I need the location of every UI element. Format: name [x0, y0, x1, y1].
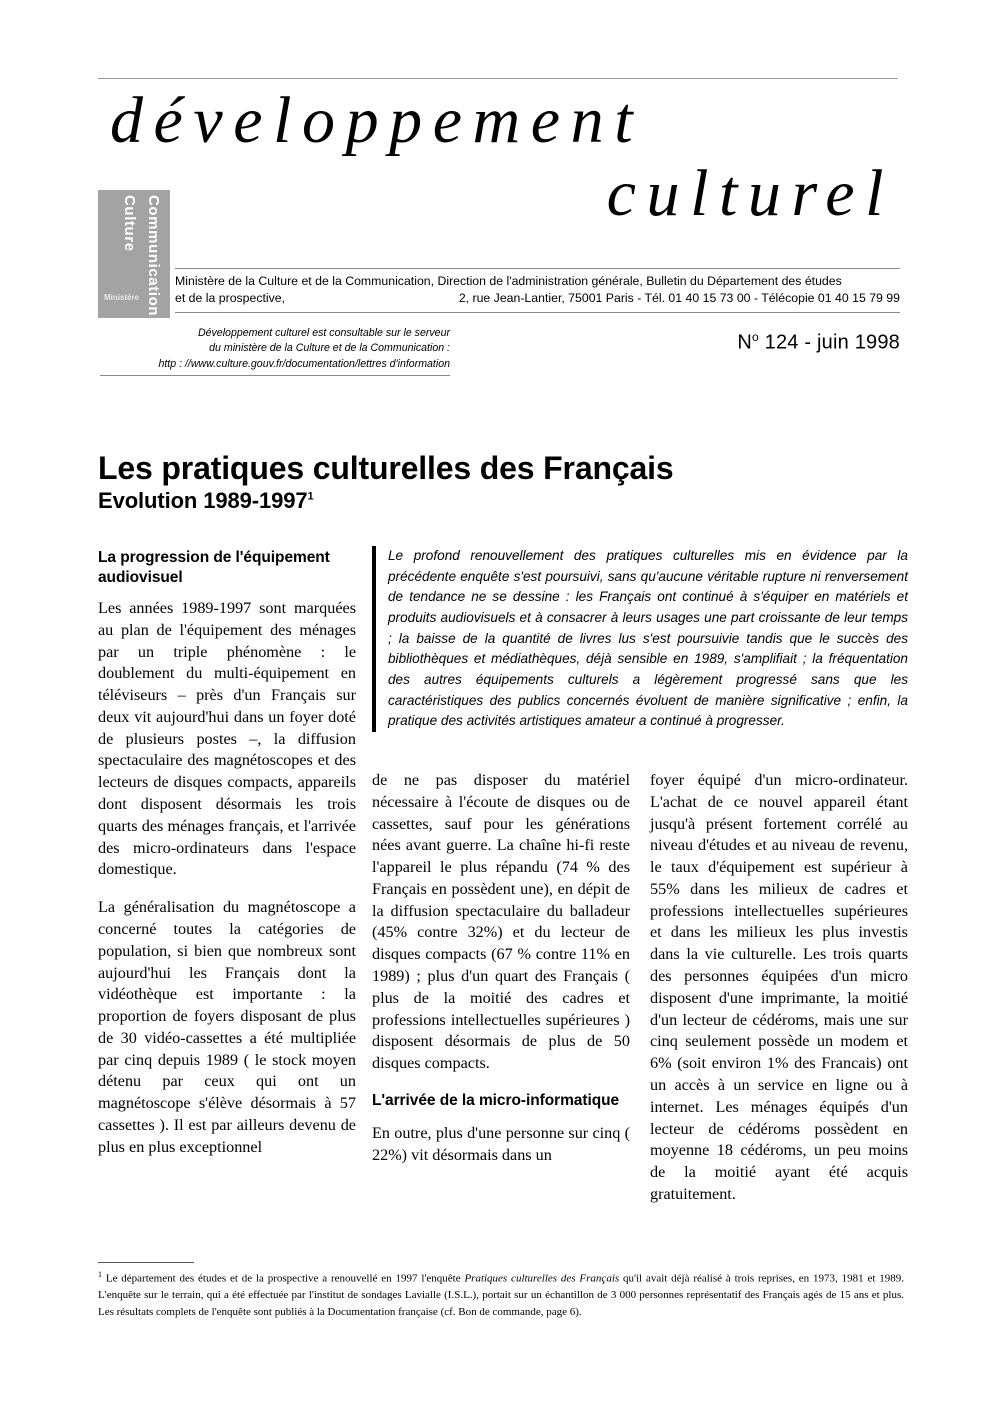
contact-line-2-left: et de la prospective,: [175, 291, 286, 306]
issue-prefix: N: [737, 331, 753, 354]
contact-line-1: Ministère de la Culture et de la Communication, Direction de l'administration générale, Bulletin du Département des études: [175, 274, 842, 288]
page-subtitle-text: Evolution 1989-1997: [98, 488, 308, 514]
footnote-part-1: Le département des études et de la prospective a renouvellé en 1997 l'enquête: [102, 1272, 465, 1285]
footnote-italic-title: Pratiques culturelles des Français: [464, 1272, 620, 1285]
footnote-text: [98, 1269, 904, 1320]
abstract-box: [372, 546, 908, 732]
column-1-body: [98, 598, 356, 1175]
paragraph: En outre, plus d'une personne sur cinq ( 22%) vit désormais dans un: [372, 1123, 630, 1164]
server-note: [100, 326, 450, 376]
masthead: [98, 78, 898, 230]
page-title: Les pratiques culturelles des Français: [98, 450, 674, 487]
issue-number: [737, 330, 900, 355]
contact-line-2: [175, 290, 900, 307]
server-note-line-2: du ministère de la Culture et de la Communication :: [209, 342, 450, 355]
masthead-contact: [175, 268, 900, 317]
abstract-text: Le profond renouvellement des pratiques culturelles mis en évidence par la précédente enquête s'est poursuivi, sans qu'aucune véritable rupture ni renversement de tendance ne se dessine : les Français ont continué à s'équiper en matériels et produits audiovisuels et à consacrer à leurs usages une part croissante de leur temps ; la baisse de la quantité de livres lus s'est poursuivie tandis que le succès des bibliothèques et médiathèques, déjà sensible en 1989, s'amplifiait ; la fréquentation des autres équipements culturels a légèrement progressé sans que les caractéristiques des publics concernés évoluent de manière significative ; enfin, la pratique des activités artistiques amateur a continué à progresser.: [388, 548, 908, 729]
footnote-rule: [98, 1262, 194, 1263]
footnote-part-2: qu'il avait déjà réalisé à trois reprises, en 1973, 1981 et 1989. L'enquête sur le terrain, qui a été effectuée par l'institut de sondages Lavialle (I.S.L.), portait sur un échantillon de 3 000 personnes représentatif des Français agés de 15 ans et plus. Les résultats complets de l'enquête sont publiés à la Documentation française (cf. Bon de commande, page 6).: [98, 1272, 904, 1318]
paragraph: de ne pas disposer du matériel nécessaire à l'écoute de disques ou de cassettes, sauf pour les générations nées avant guerre. La chaîne hi-fi reste l'appareil le plus répandu (74 % des Français en possèdent une), en dépit de la diffusion spectaculaire du balladeur (45% contre 32%) et du lecteur de disques compacts (67 % contre 11% en 1989) ; plus d'un quart des Français ( plus de la moitié des cadres et professions intellectuelles supérieures ) disposent désormais de plus de 50 disques compacts.: [372, 771, 630, 1073]
logo-label-communication: Communication: [145, 195, 162, 317]
wordmark-line-2: culturel: [606, 156, 894, 230]
ministry-logo: [98, 190, 170, 318]
logo-label-culture: Culture: [121, 195, 138, 252]
issue-rest: 124 - juin 1998: [758, 331, 900, 354]
column-3-body: [650, 770, 908, 1222]
subtitle-footnote-marker: 1: [307, 490, 314, 503]
server-note-line-1: Développement culturel est consultable sur le serveur: [197, 327, 450, 339]
masthead-top-rule: [98, 78, 898, 79]
issue-ordinal: o: [752, 330, 759, 344]
footnote: [98, 1262, 904, 1320]
paragraph: La généralisation du magnétoscope a concerné toutes la catégories de population, si bien que nombreux sont aujourd'hui les Français dont la vidéothèque est importante : la proportion de foyers disposant de plus de 30 vidéo-cassettes a été multipliée par cinq depuis 1989 ( le stock moyen détenu par ceux qui ont un magnétoscope s'élève désormais à 57 cassettes ). Il est par ailleurs devenu de plus en plus exceptionnel: [98, 898, 356, 1156]
server-note-url[interactable]: http : //www.culture.gouv.fr/documentation/lettres d'information: [100, 357, 450, 376]
footnote-marker: 1: [98, 1270, 102, 1279]
column-2-body: [372, 770, 630, 1182]
section-heading-audiovisuel: La progression de l'équipement audiovisuel: [98, 549, 330, 586]
contact-rule-top: [175, 268, 900, 269]
section-heading-micro-informatique: L'arrivée de la micro-informatique: [372, 1091, 620, 1109]
paragraph: foyer équipé d'un micro-ordinateur. L'achat de ce nouvel appareil étant jusqu'à présent fortement corrélé au niveau d'études et au niveau de revenu, le taux d'équipement est supérieur à 55% dans les milieux de cadres et professions intellectuelles supérieures et dans les milieux les plus investis dans la vie culturelle. Les trois quarts des personnes équipées d'un micro disposent d'une imprimante, la moitié d'un lecteur de cédéroms, mais une sur cinq seulement possède un modem et 6% (soit environ 1% des Francais) ont un accès à un service en ligne ou à internet. Les ménages équipés d'un lecteur de cédéroms possèdent en moyenne 18 cédéroms, un peu moins de la moitié ayant été acquis gratuitement.: [650, 771, 908, 1203]
page-subtitle: [98, 488, 908, 514]
contact-rule-bottom: [175, 312, 900, 313]
paragraph: Les années 1989-1997 sont marquées au plan de l'équipement des ménages par un triple phénomène : le doublement du multi-équipement en téléviseurs – près d'un Français sur deux vit aujourd'hui dans un foyer doté de plusieurs postes –, la diffusion spectaculaire des magnétoscopes et des lecteurs de disques compacts, appareils dont disposent désormais les trois quarts des ménages français, et l'arrivée des micro-ordinateurs dans l'espace domestique.: [98, 599, 356, 879]
logo-label-ministere: Ministère: [104, 293, 140, 302]
contact-line-2-right: 2, rue Jean-Lantier, 75001 Paris - Tél. 01 40 15 73 00 - Télécopie 01 40 15 79 99: [458, 291, 900, 306]
wordmark-line-1: développement: [110, 84, 644, 157]
